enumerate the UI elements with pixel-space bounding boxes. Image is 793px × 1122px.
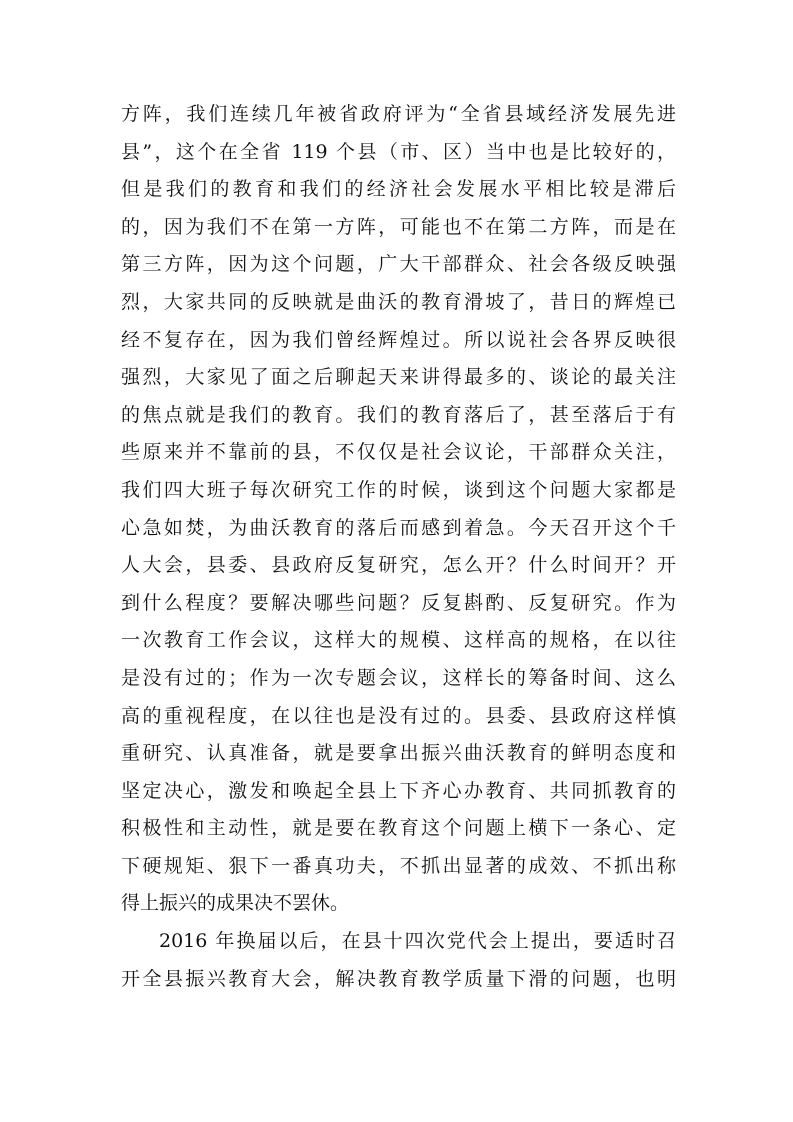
text-line: 是没有过的；作为一次专题会议，这样长的筹备时间、这么 xyxy=(121,666,676,689)
text-line: 强烈，大家见了面之后聊起天来讲得最多的、谈论的最关注 xyxy=(121,366,676,389)
paragraph-1 xyxy=(121,96,676,923)
text-line: 县”，这个在全省 119 个县（市、区）当中也是比较好的， xyxy=(121,140,676,163)
text-line: 下硬规矩、狠下一番真功夫，不抓出显著的成效、不抓出称 xyxy=(121,854,676,877)
text-line: 但是我们的教育和我们的经济社会发展水平相比较是滞后 xyxy=(121,178,676,201)
text-line: 得上振兴的成果决不罢休。 xyxy=(121,892,350,915)
text-line: 坚定决心，激发和唤起全县上下齐心办教育、共同抓教育的 xyxy=(121,779,676,802)
text-line: 一次教育工作会议，这样大的规模、这样高的规格，在以往 xyxy=(121,629,676,652)
text-line: 高的重视程度，在以往也是没有过的。县委、县政府这样慎 xyxy=(121,704,676,727)
text-line: 心急如焚，为曲沃教育的落后而感到着急。今天召开这个千 xyxy=(121,516,676,539)
text-line: 经不复存在，因为我们曾经辉煌过。所以说社会各界反映很 xyxy=(121,328,676,351)
text-line: 些原来并不靠前的县，不仅仅是社会议论，干部群众关注， xyxy=(121,441,676,464)
text-line: 开全县振兴教育大会，解决教育教学质量下滑的问题，也明 xyxy=(121,967,676,990)
text-line: 到什么程度？要解决哪些问题？反复斟酌、反复研究。作为 xyxy=(121,591,676,614)
text-line: 的焦点就是我们的教育。我们的教育落后了，甚至落后于有 xyxy=(121,403,676,426)
document-body xyxy=(121,96,676,998)
text-line: 2016 年换届以后，在县十四次党代会上提出，要适时召 xyxy=(159,930,676,953)
text-line: 重研究、认真准备，就是要拿出振兴曲沃教育的鲜明态度和 xyxy=(121,742,676,765)
text-line: 烈，大家共同的反映就是曲沃的教育滑坡了，昔日的辉煌已 xyxy=(121,290,676,313)
text-line: 方阵，我们连续几年被省政府评为“全省县域经济发展先进 xyxy=(121,103,676,125)
text-line: 的，因为我们不在第一方阵，可能也不在第二方阵，而是在 xyxy=(121,215,676,238)
text-line: 人大会，县委、县政府反复研究，怎么开？什么时间开？开 xyxy=(121,554,676,577)
paragraph-2 xyxy=(121,923,676,998)
text-line: 积极性和主动性，就是要在教育这个问题上横下一条心、定 xyxy=(121,817,676,840)
text-line: 我们四大班子每次研究工作的时候，谈到这个问题大家都是 xyxy=(121,478,676,501)
text-line: 第三方阵，因为这个问题，广大干部群众、社会各级反映强 xyxy=(121,253,676,276)
